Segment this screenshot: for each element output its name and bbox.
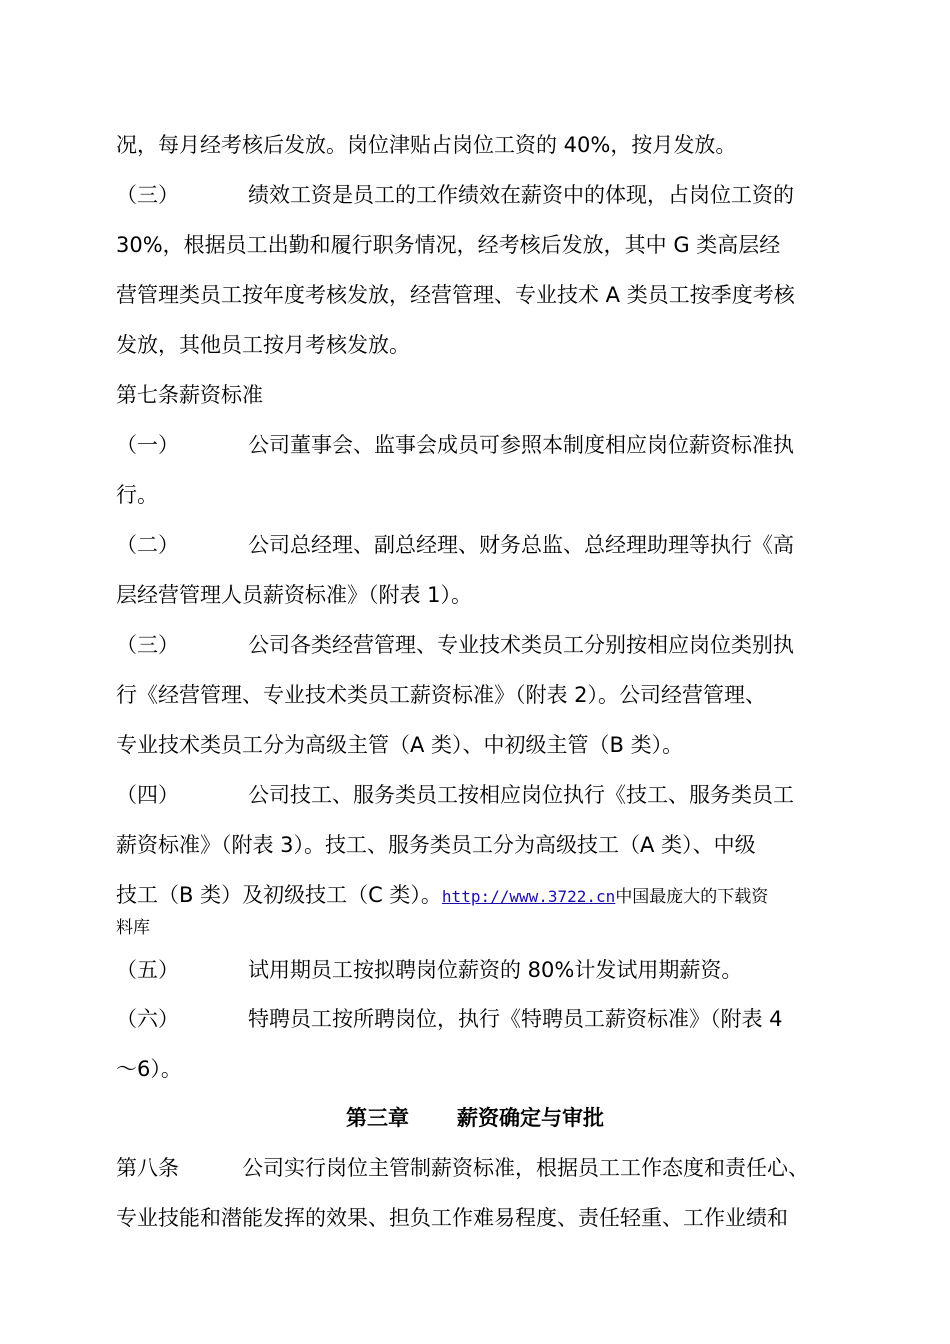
- article-number: 第八条: [116, 1156, 179, 1180]
- paragraph-line: 况，每月经考核后发放。岗位津贴占岗位工资的 40%，按月发放。: [116, 133, 737, 157]
- paragraph-line: [116, 880, 840, 910]
- paragraph-text: 技工（B 类）及初级技工（C 类）。: [116, 883, 442, 907]
- clause-line: [116, 955, 840, 985]
- chapter-title: 薪资确定与审批: [457, 1106, 604, 1130]
- link-caption: 中国最庞大的下载资: [615, 887, 769, 907]
- paragraph-line: 营管理类员工按年度考核发放，经营管理、专业技术 A 类员工按季度考核: [116, 283, 795, 307]
- chapter-heading: [0, 1103, 950, 1133]
- paragraph-line: 行。: [116, 483, 158, 507]
- paragraph-line: 30%，根据员工出勤和履行职务情况，经考核后发放，其中 G 类高层经: [116, 233, 781, 257]
- paragraph-line: 层经营管理人员薪资标准》（附表 1）。: [116, 583, 473, 607]
- clause-text: 公司技工、服务类员工按相应岗位执行《技工、服务类员工: [248, 783, 794, 807]
- clause-line: [116, 430, 840, 460]
- clause-line: [116, 630, 840, 660]
- clause-text: 试用期员工按拟聘岗位薪资的 80%计发试用期薪资。: [248, 958, 743, 982]
- paragraph-line: ～6）。: [116, 1057, 182, 1081]
- clause-number: （三）: [116, 633, 179, 657]
- article-title: 第七条薪资标准: [116, 383, 263, 407]
- clause-number: （四）: [116, 783, 179, 807]
- link-caption-continued: 料库: [116, 918, 150, 938]
- clause-text: 公司总经理、副总经理、财务总监、总经理助理等执行《高: [248, 533, 794, 557]
- clause-number: （六）: [116, 1007, 179, 1031]
- article-text: 公司实行岗位主管制薪资标准，根据员工工作态度和责任心、: [242, 1156, 809, 1180]
- clause-number: （三）: [116, 183, 179, 207]
- paragraph-line: 行《经营管理、专业技术类员工薪资标准》（附表 2）。公司经营管理、: [116, 683, 767, 707]
- clause-text: 公司各类经营管理、专业技术类员工分别按相应岗位类别执: [248, 633, 794, 657]
- clause-line: [116, 780, 840, 810]
- paragraph-line: 专业技术类员工分为高级主管（A 类）、中初级主管（B 类）。: [116, 733, 684, 757]
- clause-number: （二）: [116, 533, 179, 557]
- clause-line: [116, 180, 840, 210]
- clause-line: [116, 1004, 840, 1034]
- clause-text: 特聘员工按所聘岗位，执行《特聘员工薪资标准》（附表 4: [248, 1007, 783, 1031]
- article-line: [116, 1153, 840, 1183]
- chapter-number: 第三章: [346, 1106, 409, 1130]
- paragraph-line: 发放，其他员工按月考核发放。: [116, 333, 410, 357]
- clause-text: 公司董事会、监事会成员可参照本制度相应岗位薪资标准执: [248, 433, 794, 457]
- source-link[interactable]: http://www.3722.cn: [441, 887, 616, 906]
- paragraph-line: 薪资标准》（附表 3）。技工、服务类员工分为高级技工（A 类）、中级: [116, 833, 756, 857]
- clause-number: （五）: [116, 958, 179, 982]
- clause-line: [116, 530, 840, 560]
- clause-text: 绩效工资是员工的工作绩效在薪资中的体现，占岗位工资的: [248, 183, 794, 207]
- paragraph-line: 专业技能和潜能发挥的效果、担负工作难易程度、责任轻重、工作业绩和: [116, 1206, 788, 1230]
- clause-number: （一）: [116, 433, 179, 457]
